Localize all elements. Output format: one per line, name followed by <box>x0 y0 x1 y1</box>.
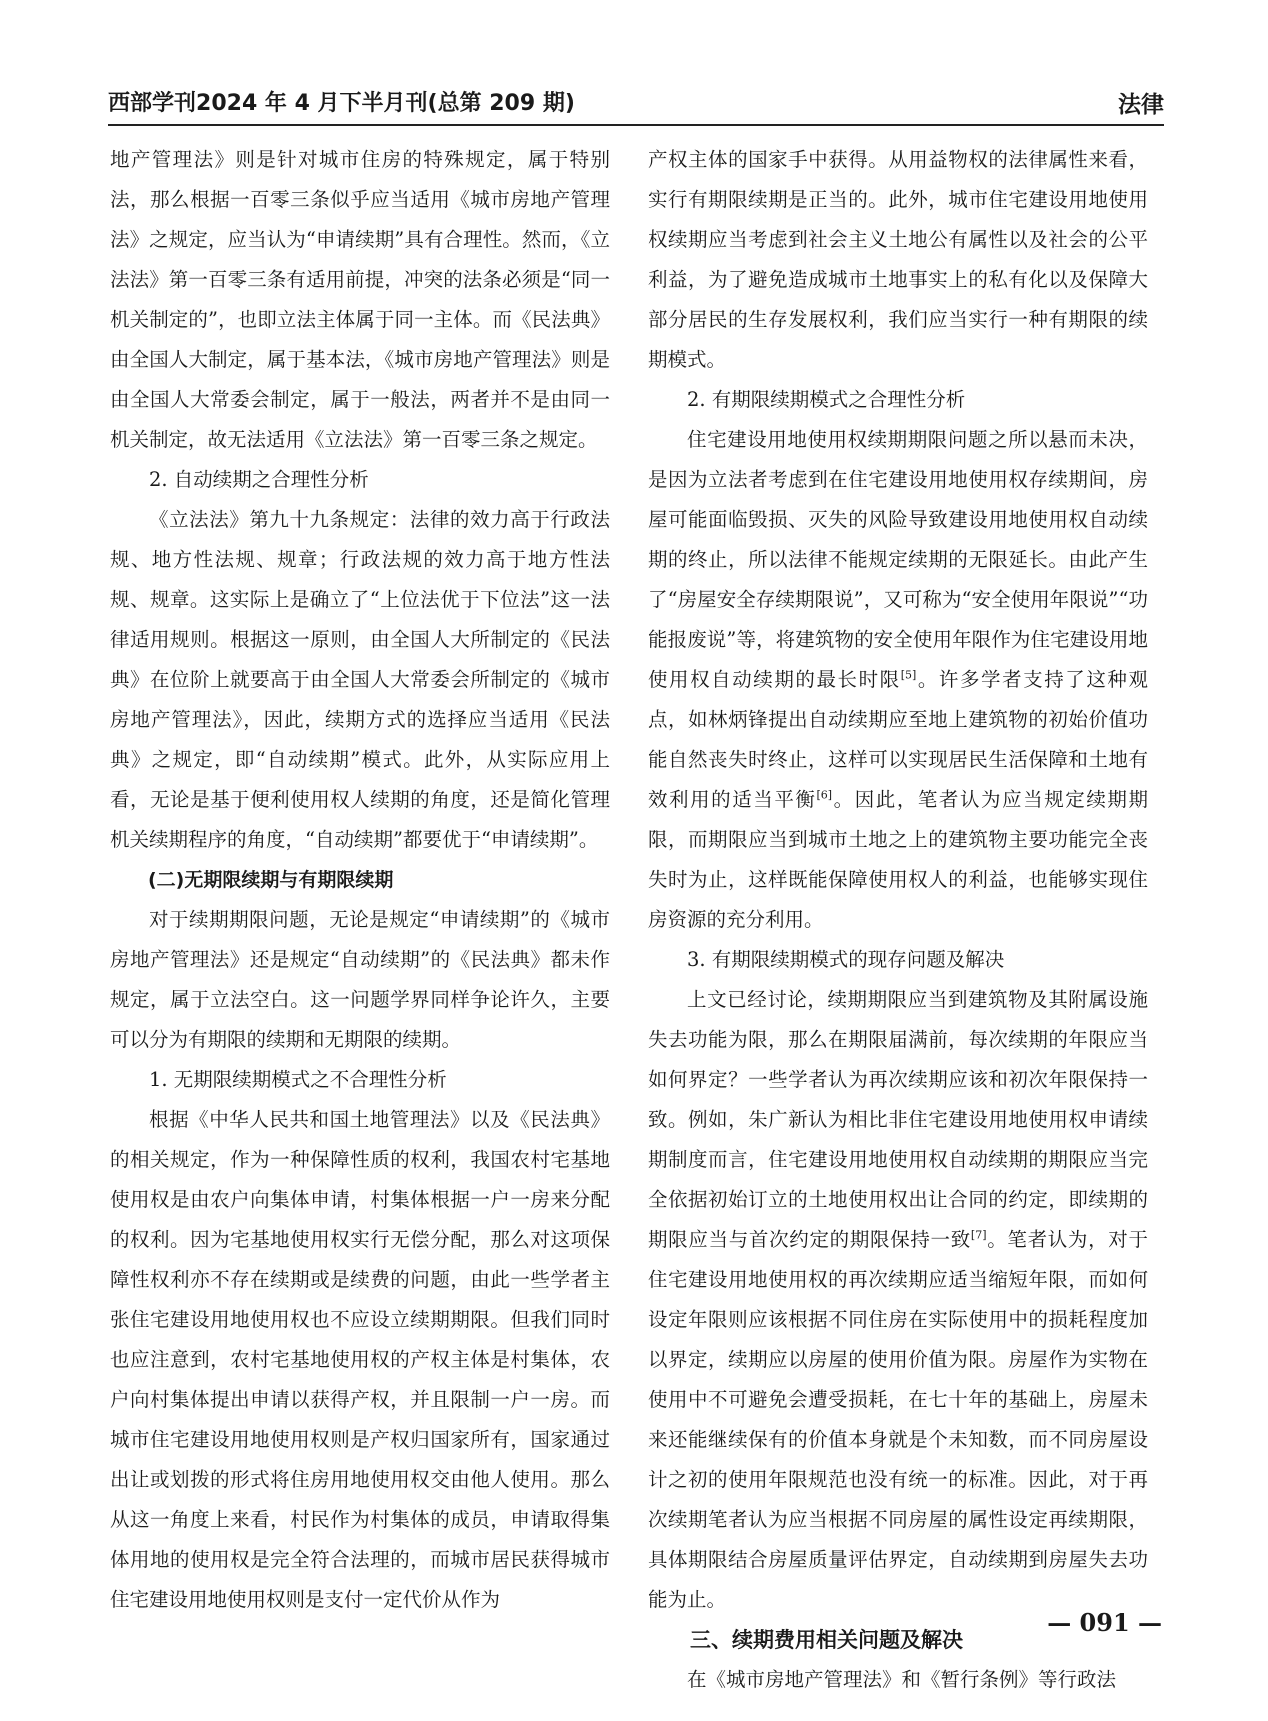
paragraph: 根据《中华人民共和国土地管理法》以及《民法典》的相关规定，作为一种保障性质的权利，我国农村宅基地使用权是由农户向集体申请，村集体根据一户一房来分配的权利。因为宅基地使用权实行无偿分配，那么对这项保障性权利亦不存在续期或是续费的问题，由此一些学者主张住宅建设用地使用权也不应设立续期期限。但我们同时也应注意到，农村宅基地使用权的产权主体是村集体，农户向村集体提出申请以获得产权，并且限制一户一房。而城市住宅建设用地使用权则是产权归国家所有，国家通过出让或划拨的形式将住房用地使用权交由他人使用。那么从这一角度上来看，村民作为村集体的成员，申请取得集体用地的使用权是完全符合法理的，而城市居民获得城市住宅建设用地使用权则是支付一定代价从作为 <box>110 1108 610 1611</box>
paragraph: 在《城市房地产管理法》和《暂行条例》等行政法 <box>687 1668 1117 1691</box>
section-name: 法律 <box>1118 92 1164 118</box>
subheading: 1. 无期限续期模式之不合理性分析 <box>149 1068 447 1091</box>
citation-ref: [6] <box>816 788 833 802</box>
subheading: 2. 自动续期之合理性分析 <box>149 468 369 491</box>
left-column <box>110 140 610 1620</box>
running-header <box>108 84 1164 124</box>
paragraph: 对于续期期限问题，无论是规定“申请续期”的《城市房地产管理法》还是规定“自动续期”的《民法典》都未作规定，属于立法空白。这一问题学界同样争论许久，主要可以分为有期限的续期和无期限的续期。 <box>110 908 610 1051</box>
chapter-heading: 三、续期费用相关问题及解决 <box>690 1628 963 1652</box>
citation-ref: [7] <box>970 1228 987 1242</box>
paragraph <box>648 420 1148 940</box>
paragraph-text: 。笔者认为，对于住宅建设用地使用权的再次续期应适当缩短年限，而如何设定年限则应该根据不同住房在实际使用中的损耗程度加以界定，续期应以房屋的使用价值为限。房屋作为实物在使用中不可避免会遭受损耗，在七十年的基础上，房屋未来还能继续保有的价值本身就是个未知数，而不同房屋设计之初的使用年限规范也没有统一的标准。因此，对于再次续期笔者认为应当根据不同房屋的属性设定再续期限，具体期限结合房屋质量评估界定，自动续期到房屋失去功能为止。 <box>648 1228 1148 1611</box>
issue-info: 2024 年 4 月下半月刊(总第 209 期) <box>196 91 575 116</box>
subheading: 3. 有期限续期模式的现存问题及解决 <box>687 948 1005 971</box>
subheading: 2. 有期限续期模式之合理性分析 <box>687 388 966 411</box>
journal-name: 西部学刊 <box>108 91 197 116</box>
paragraph <box>648 980 1148 1620</box>
paragraph: 地产管理法》则是针对城市住房的特殊规定，属于特别法，那么根据一百零三条似乎应当适用《城市房地产管理法》之规定，应当认为“申请续期”具有合理性。然而，《立法法》第一百零三条有适用前提，冲突的法条必须是“同一机关制定的”，也即立法主体属于同一主体。而《民法典》由全国人大制定，属于基本法，《城市房地产管理法》则是由全国人大常委会制定，属于一般法，两者并不是由同一机关制定，故无法适用《立法法》第一百零三条之规定。 <box>110 148 610 451</box>
paragraph: 《立法法》第九十九条规定：法律的效力高于行政法规、地方性法规、规章；行政法规的效力高于地方性法规、规章。这实际上是确立了“上位法优于下位法”这一法律适用规则。根据这一原则，由全国人大所制定的《民法典》在位阶上就要高于由全国人大常委会所制定的《城市房地产管理法》，因此，续期方式的选择应当适用《民法典》之规定，即“自动续期”模式。此外，从实际应用上看，无论是基于便利使用权人续期的角度，还是简化管理机关续期程序的角度，“自动续期”都要优于“申请续期”。 <box>110 508 610 851</box>
right-column <box>648 140 1148 1700</box>
paragraph-text: 。因此，笔者认为应当规定续期期限，而期限应当到城市土地之上的建筑物主要功能完全丧失时为止，这样既能保障使用权人的利益，也能够实现住房资源的充分利用。 <box>648 788 1148 931</box>
section-heading: (二)无期限续期与有期限续期 <box>148 869 394 891</box>
paragraph-text: 。许多学者支持了这种观点，如林炳锋提出自动续期应至地上建筑物的初始价值功能自然丧失时终止，这样可以实现居民生活保障和土地有效利用的适当平衡 <box>648 668 1148 811</box>
paragraph: 产权主体的国家手中获得。从用益物权的法律属性来看，实行有期限续期是正当的。此外，城市住宅建设用地使用权续期应当考虑到社会主义土地公有属性以及社会的公平利益，为了避免造成城市土地事实上的私有化以及保障大部分居民的生存发展权利，我们应当实行一种有期限的续期模式。 <box>648 148 1148 371</box>
paragraph-text: 上文已经讨论，续期期限应当到建筑物及其附属设施失去功能为限，那么在期限届满前，每次续期的年限应当如何界定？一些学者认为再次续期应该和初次年限保持一致。例如，朱广新认为相比非住宅建设用地使用权申请续期制度而言，住宅建设用地使用权自动续期的期限应当完全依据初始订立的土地使用权出让合同的约定，即续期的期限应当与首次约定的期限保持一致 <box>648 988 1148 1251</box>
page-number: — 091 — <box>1047 1608 1162 1637</box>
paragraph-text: 住宅建设用地使用权续期期限问题之所以悬而未决，是因为立法者考虑到在住宅建设用地使用权存续期间，房屋可能面临毁损、灭失的风险导致建设用地使用权自动续期的终止，所以法律不能规定续期的无限延长。由此产生了“房屋安全存续期限说”，又可称为“安全使用年限说”“功能报废说”等，将建筑物的安全使用年限作为住宅建设用地使用权自动续期的最长时限 <box>648 428 1148 691</box>
citation-ref: [5] <box>900 668 917 682</box>
header-rule <box>108 124 1164 126</box>
journal-issue-line <box>108 86 575 117</box>
